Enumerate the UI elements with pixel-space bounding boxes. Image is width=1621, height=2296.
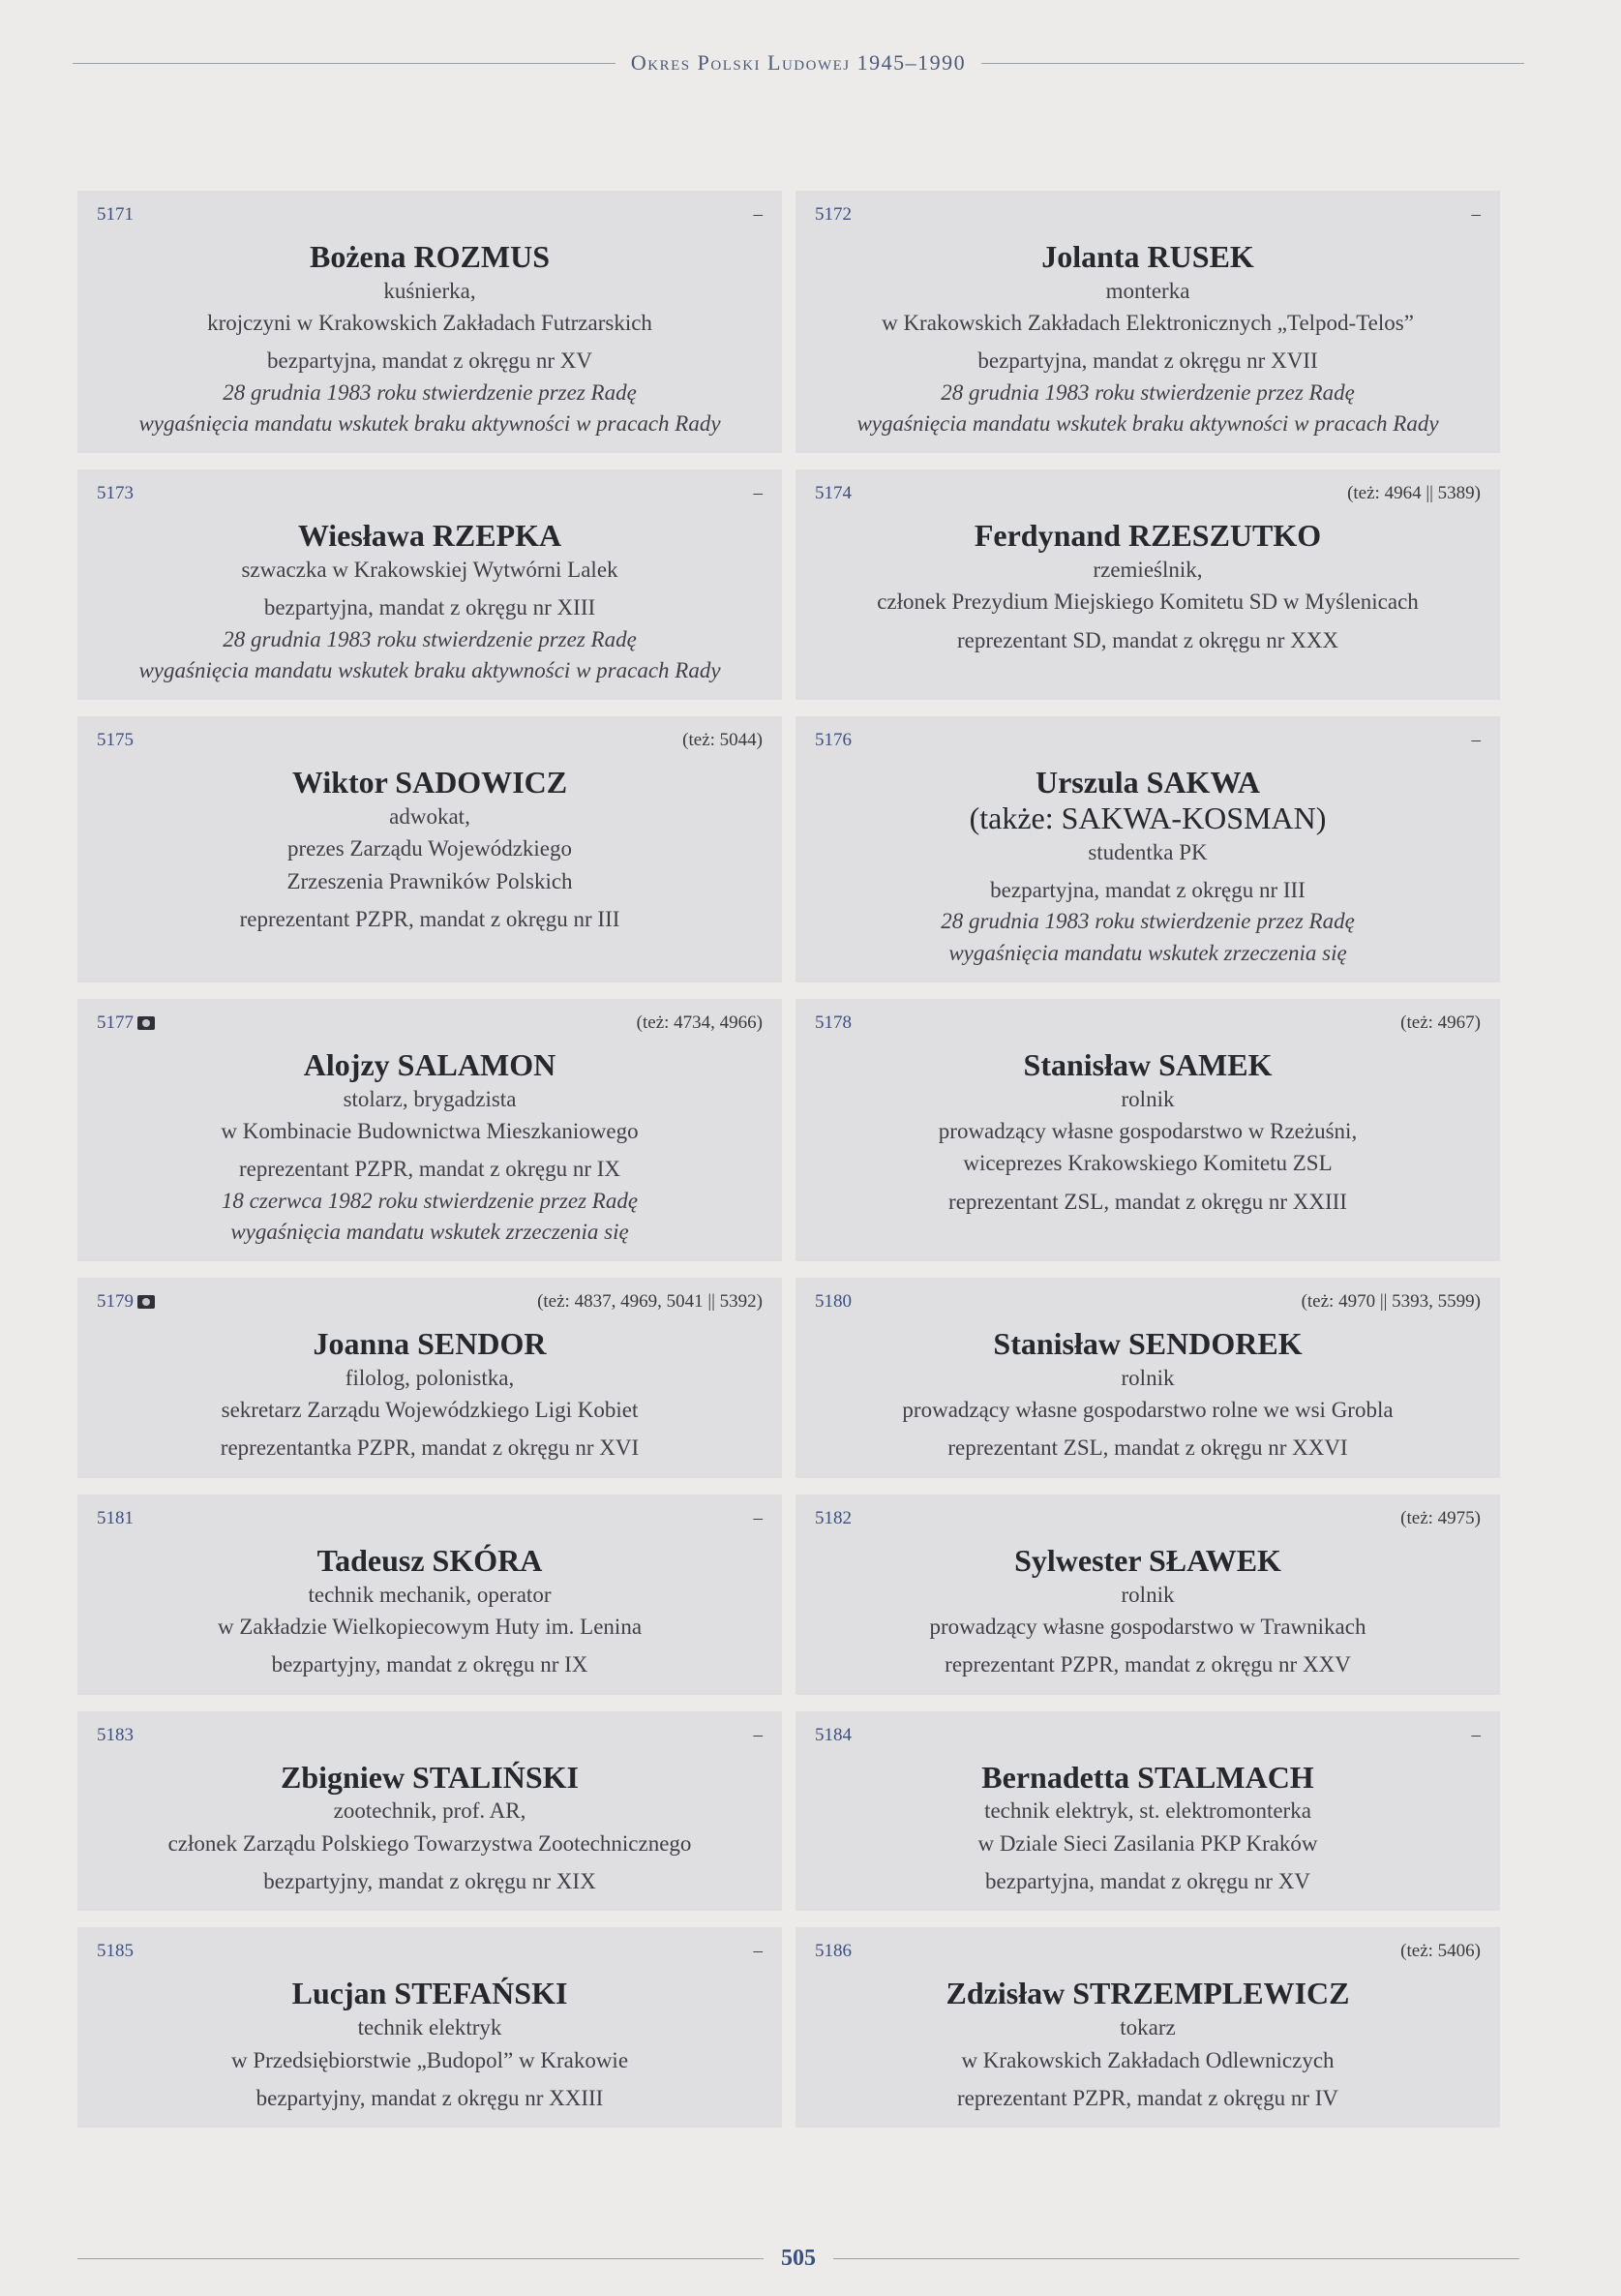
entry-occupation-line: prowadzący własne gospodarstwo rolne we wsi Grobla — [902, 1398, 1394, 1423]
entry-occupation-line: prowadzący własne gospodarstwo w Rzeżuśni, — [938, 1118, 1358, 1143]
entry-note-line: 18 czerwca 1982 roku stwierdzenie przez Radę — [221, 1188, 639, 1213]
entry-number: 5171 — [97, 204, 134, 225]
entry-occupation-line: krojczyni w Krakowskich Zakładach Futrzarskich — [207, 311, 652, 336]
entry-mandate: bezpartyjna, mandat z okręgu nr III — [990, 878, 1306, 902]
entry-reference: – — [1471, 204, 1481, 225]
entry-note-line: wygaśnięcia mandatu wskutek zrzeczenia się — [230, 1219, 629, 1244]
entry-number-wrap — [97, 204, 134, 226]
entry-reference: (też: 4734, 4966) — [636, 1012, 763, 1033]
entry-occupation-line: monterka — [1105, 278, 1190, 303]
entry-name: Wiktor SADOWICZ — [291, 765, 568, 801]
entry-reference: – — [753, 483, 763, 504]
entry-card — [77, 469, 782, 700]
entry-reference: (też: 4967) — [1400, 1012, 1481, 1033]
entry-occupation-line: w Krakowskich Zakładach Odlewniczych — [961, 2047, 1335, 2072]
entry-reference: – — [1471, 730, 1481, 751]
entry-reference: (też: 4837, 4969, 5041 || 5392) — [537, 1290, 763, 1312]
entry-note-line: 28 grudnia 1983 roku stwierdzenie przez Radę — [223, 626, 637, 651]
entry-card — [77, 1711, 782, 1912]
entry-occupation-line: kuśnierka, — [383, 278, 476, 303]
entry-mandate: bezpartyjna, mandat z okręgu nr XIII — [263, 595, 596, 620]
entry-mandate: reprezentant SD, mandat z okręgu nr XXX — [956, 627, 1339, 652]
entry-occupation-line: sekretarz Zarządu Wojewódzkiego Ligi Kobiet — [221, 1398, 639, 1423]
entry-note-line: 28 grudnia 1983 roku stwierdzenie przez Radę — [223, 379, 637, 405]
entry-number-wrap — [97, 1941, 134, 1962]
entry-note-line: wygaśnięcia mandatu wskutek zrzeczenia się — [948, 940, 1347, 965]
entry-card — [77, 1495, 782, 1695]
entry-number: 5179 — [97, 1290, 134, 1312]
entry-number-wrap — [97, 483, 134, 504]
entry-note-line: 28 grudnia 1983 roku stwierdzenie przez Radę — [941, 379, 1355, 405]
entry-number: 5186 — [815, 1941, 852, 1962]
footer-rule-left — [77, 2258, 764, 2259]
entry-alt-name: (także: SAKWA-KOSMAN) — [969, 800, 1327, 835]
entry-mandate: bezpartyjny, mandat z okręgu nr IX — [271, 1652, 588, 1677]
entry-name: Alojzy SALAMON — [303, 1046, 556, 1082]
entry-occupation-line: technik elektryk, st. elektromonterka — [984, 1798, 1311, 1824]
entry-occupation-line: tokarz — [1120, 2015, 1176, 2040]
entry-number-wrap — [815, 1725, 852, 1746]
camera-icon — [137, 1295, 155, 1309]
entry-occupation-line: prowadzący własne gospodarstwo w Trawnikach — [929, 1614, 1366, 1639]
entry-mandate: reprezentant ZSL, mandat z okręgu nr XXVI — [947, 1435, 1348, 1461]
entry-number-wrap — [815, 730, 852, 751]
entry-reference: (też: 4975) — [1400, 1507, 1481, 1528]
entry-name: Wiesława RZEPKA — [297, 518, 562, 554]
entry-name: Stanisław SENDOREK — [993, 1325, 1303, 1361]
entry-number-wrap — [815, 483, 852, 504]
entry-occupation-line: w Kombinacie Budownictwa Mieszkaniowego — [221, 1118, 639, 1143]
entry-mandate: reprezentant ZSL, mandat z okręgu nr XXIII — [948, 1189, 1347, 1214]
entry-card — [795, 469, 1500, 700]
entry-name: Stanisław SAMEK — [1023, 1046, 1273, 1082]
entry-name: Bernadetta STALMACH — [981, 1759, 1314, 1795]
page-number: 505 — [781, 2245, 816, 2271]
entry-mandate: bezpartyjna, mandat z okręgu nr XV — [267, 348, 592, 374]
entry-number-wrap — [97, 1508, 134, 1529]
running-head-rule-left — [73, 63, 615, 64]
entry-mandate: bezpartyjna, mandat z okręgu nr XVII — [977, 348, 1318, 374]
entry-occupation-line: technik mechanik, operator — [308, 1582, 552, 1607]
entry-occupation-line: prezes Zarządu Wojewódzkiego — [286, 836, 573, 861]
entry-occupation-line: rolnik — [1121, 1365, 1175, 1390]
entry-mandate: reprezentantka PZPR, mandat z okręgu nr XVI — [220, 1435, 640, 1461]
entry-card — [77, 1927, 782, 2128]
entry-occupation-line: wiceprezes Krakowskiego Komitetu ZSL — [963, 1151, 1333, 1176]
entry-mandate: reprezentant PZPR, mandat z okręgu nr III — [239, 906, 620, 931]
entry-card — [77, 716, 782, 982]
entry-occupation-line: stolarz, brygadzista — [343, 1086, 517, 1111]
entry-number: 5176 — [815, 730, 852, 751]
entry-number: 5181 — [97, 1507, 134, 1528]
entry-mandate: reprezentant PZPR, mandat z okręgu nr XXV — [945, 1652, 1351, 1677]
entry-card — [795, 1495, 1500, 1695]
entry-card — [795, 1278, 1500, 1478]
entry-number-wrap — [97, 730, 134, 751]
entry-number-wrap — [815, 1012, 852, 1034]
entry-occupation-line: zootechnik, prof. AR, — [333, 1798, 526, 1824]
entry-number-wrap — [815, 1941, 852, 1962]
entry-reference: – — [753, 1941, 763, 1962]
entry-mandate: bezpartyjna, mandat z okręgu nr XV — [985, 1869, 1310, 1894]
entry-note-line: 28 grudnia 1983 roku stwierdzenie przez Radę — [941, 909, 1355, 934]
running-head-rule-right — [981, 63, 1524, 64]
entry-reference: (też: 4970 || 5393, 5599) — [1301, 1290, 1481, 1312]
entry-card — [795, 1927, 1500, 2128]
entry-card — [795, 716, 1500, 982]
entry-reference: – — [753, 1507, 763, 1528]
entry-reference: – — [753, 1724, 763, 1745]
entry-number: 5183 — [97, 1724, 134, 1745]
entry-reference: – — [1471, 1724, 1481, 1745]
entry-mandate: bezpartyjny, mandat z okręgu nr XXIII — [255, 2085, 604, 2110]
entry-number: 5175 — [97, 730, 134, 751]
entry-name: Urszula SAKWA — [1035, 765, 1260, 801]
entry-note-line: wygaśnięcia mandatu wskutek braku aktywności w pracach Rady — [138, 411, 721, 437]
entry-card — [795, 191, 1500, 453]
entry-occupation-line: w Dziale Sieci Zasilania PKP Kraków — [977, 1830, 1318, 1856]
entry-number-wrap — [97, 1725, 134, 1746]
entry-note-line: wygaśnięcia mandatu wskutek braku aktywności w pracach Rady — [138, 657, 721, 682]
entry-name: Ferdynand RZESZUTKO — [974, 518, 1322, 554]
entry-occupation-line: technik elektryk — [357, 2015, 502, 2040]
entry-number-wrap — [815, 1508, 852, 1529]
entry-occupation-line: w Przedsiębiorstwie „Budopol” w Krakowie — [230, 2047, 629, 2072]
footer-rule-right — [833, 2258, 1519, 2259]
entry-occupation-line: rzemieślnik, — [1093, 558, 1203, 582]
entries-grid — [77, 191, 1519, 2128]
entry-number: 5172 — [815, 204, 852, 225]
entry-number-wrap — [815, 204, 852, 226]
entry-name: Sylwester SŁAWEK — [1014, 1542, 1281, 1578]
entry-number: 5177 — [97, 1012, 134, 1033]
entry-occupation-line: członek Zarządu Polskiego Towarzystwa Zootechnicznego — [167, 1830, 692, 1856]
entry-card — [795, 999, 1500, 1261]
entry-number-wrap — [97, 1291, 155, 1313]
entry-name: Zbigniew STALIŃSKI — [281, 1759, 579, 1795]
entry-mandate: reprezentant PZPR, mandat z okręgu nr IX — [238, 1157, 621, 1182]
entry-reference: – — [753, 204, 763, 225]
entry-card — [77, 1278, 782, 1478]
entry-number: 5182 — [815, 1507, 852, 1528]
entry-card — [795, 1711, 1500, 1912]
entry-name: Joanna SENDOR — [313, 1325, 547, 1361]
entry-number: 5174 — [815, 483, 852, 504]
entry-name: Lucjan STEFAŃSKI — [291, 1976, 568, 2011]
entry-card — [77, 999, 782, 1261]
entry-number: 5178 — [815, 1012, 852, 1033]
entry-name: Zdzisław STRZEMPLEWICZ — [946, 1976, 1350, 2011]
entry-card — [77, 191, 782, 453]
entry-occupation-line: rolnik — [1121, 1582, 1175, 1607]
entry-occupation-line: adwokat, — [389, 803, 470, 829]
camera-icon — [137, 1016, 155, 1030]
entry-occupation-line: w Krakowskich Zakładach Elektronicznych „Telpod-Telos” — [882, 311, 1414, 336]
entry-number: 5173 — [97, 483, 134, 504]
entry-name: Tadeusz SKÓRA — [316, 1542, 543, 1578]
entry-reference: (też: 5406) — [1400, 1941, 1481, 1962]
entry-occupation-line: studentka PK — [1088, 839, 1208, 864]
entry-reference: (też: 5044) — [682, 730, 763, 751]
entry-occupation-line: członek Prezydium Miejskiego Komitetu SD w Myślenicach — [877, 589, 1419, 615]
entry-number: 5180 — [815, 1290, 852, 1312]
entry-name: Bożena ROZMUS — [310, 239, 550, 274]
entry-number: 5185 — [97, 1941, 134, 1962]
entry-name: Jolanta RUSEK — [1041, 239, 1254, 274]
entry-reference: (też: 4964 || 5389) — [1347, 483, 1481, 504]
entry-occupation-line: w Zakładzie Wielkopiecowym Huty im. Lenina — [217, 1614, 643, 1639]
running-head — [73, 48, 1524, 77]
entry-note-line: wygaśnięcia mandatu wskutek braku aktywności w pracach Rady — [856, 411, 1439, 437]
entry-number-wrap — [815, 1291, 852, 1313]
entry-mandate: reprezentant PZPR, mandat z okręgu nr IV — [956, 2085, 1339, 2110]
entry-occupation-line: szwaczka w Krakowskiej Wytwórni Lalek — [241, 558, 618, 582]
entry-mandate: bezpartyjny, mandat z okręgu nr XIX — [263, 1869, 596, 1894]
entry-occupation-line: rolnik — [1121, 1086, 1175, 1111]
entry-number: 5184 — [815, 1724, 852, 1745]
entry-occupation-line: Zrzeszenia Prawników Polskich — [286, 868, 573, 893]
page-footer — [77, 2244, 1519, 2273]
entry-occupation-line: filolog, polonistka, — [345, 1365, 515, 1390]
running-head-title: Okres Polski Ludowej 1945–1990 — [630, 50, 967, 75]
entry-number-wrap — [97, 1012, 155, 1034]
